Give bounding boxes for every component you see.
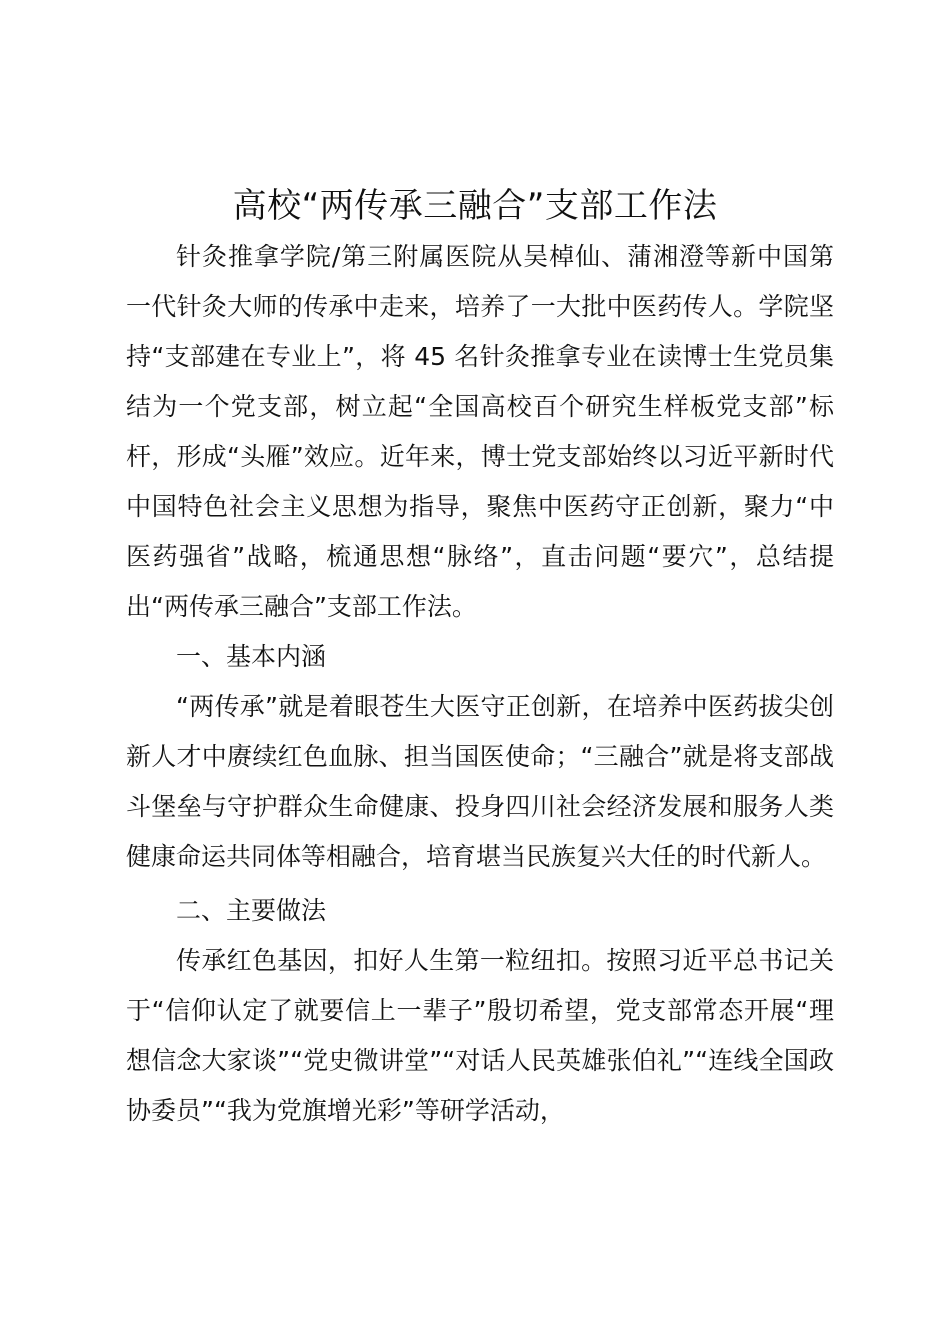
basic-meaning-paragraph: “两传承”就是着眼苍生大医守正创新，在培养中医药拔尖创新人才中赓续红色血脉、担当国医使命；“三融合”就是将支部战斗堡垒与守护群众生命健康、投身四川社会经济发展和服务人类健康命运共同体等相融合，培育堪当民族复兴大任的时代新人。 — [126, 692, 834, 871]
main-practices-paragraph: 传承红色基因，扣好人生第一粒纽扣。按照习近平总书记关于“信仰认定了就要信上一辈子”殷切希望，党支部常态开展“理想信念大家谈”“党史微讲堂”“对话人民英雄张伯礼”“连线全国政协委员”“我为党旗增光彩”等研学活动， — [126, 946, 834, 1125]
document-title: 高校“两传承三融合”支部工作法 — [232, 186, 718, 226]
section-heading-main-practices: 二、主要做法 — [176, 896, 327, 925]
intro-paragraph: 针灸推拿学院/第三附属医院从吴棹仙、蒲湘澄等新中国第一代针灸大师的传承中走来，培养了一大批中医药传人。学院坚持“支部建在专业上”，将 45 名针灸推拿专业在读博士生党员集结为一个党支部，树立起“全国高校百个研究生样板党支部”标杆，形成“头雁”效应。近年来，博士党支部始终以习近平新时代中国特色社会主义思想为指导，聚焦中医药守正创新，聚力“中医药强省”战略，梳通思想“脉络”，直击问题“要穴”，总结提出“两传承三融合”支部工作法。 — [126, 242, 834, 621]
section-heading-basic-meaning: 一、基本内涵 — [176, 642, 327, 671]
document-body — [126, 232, 834, 1136]
